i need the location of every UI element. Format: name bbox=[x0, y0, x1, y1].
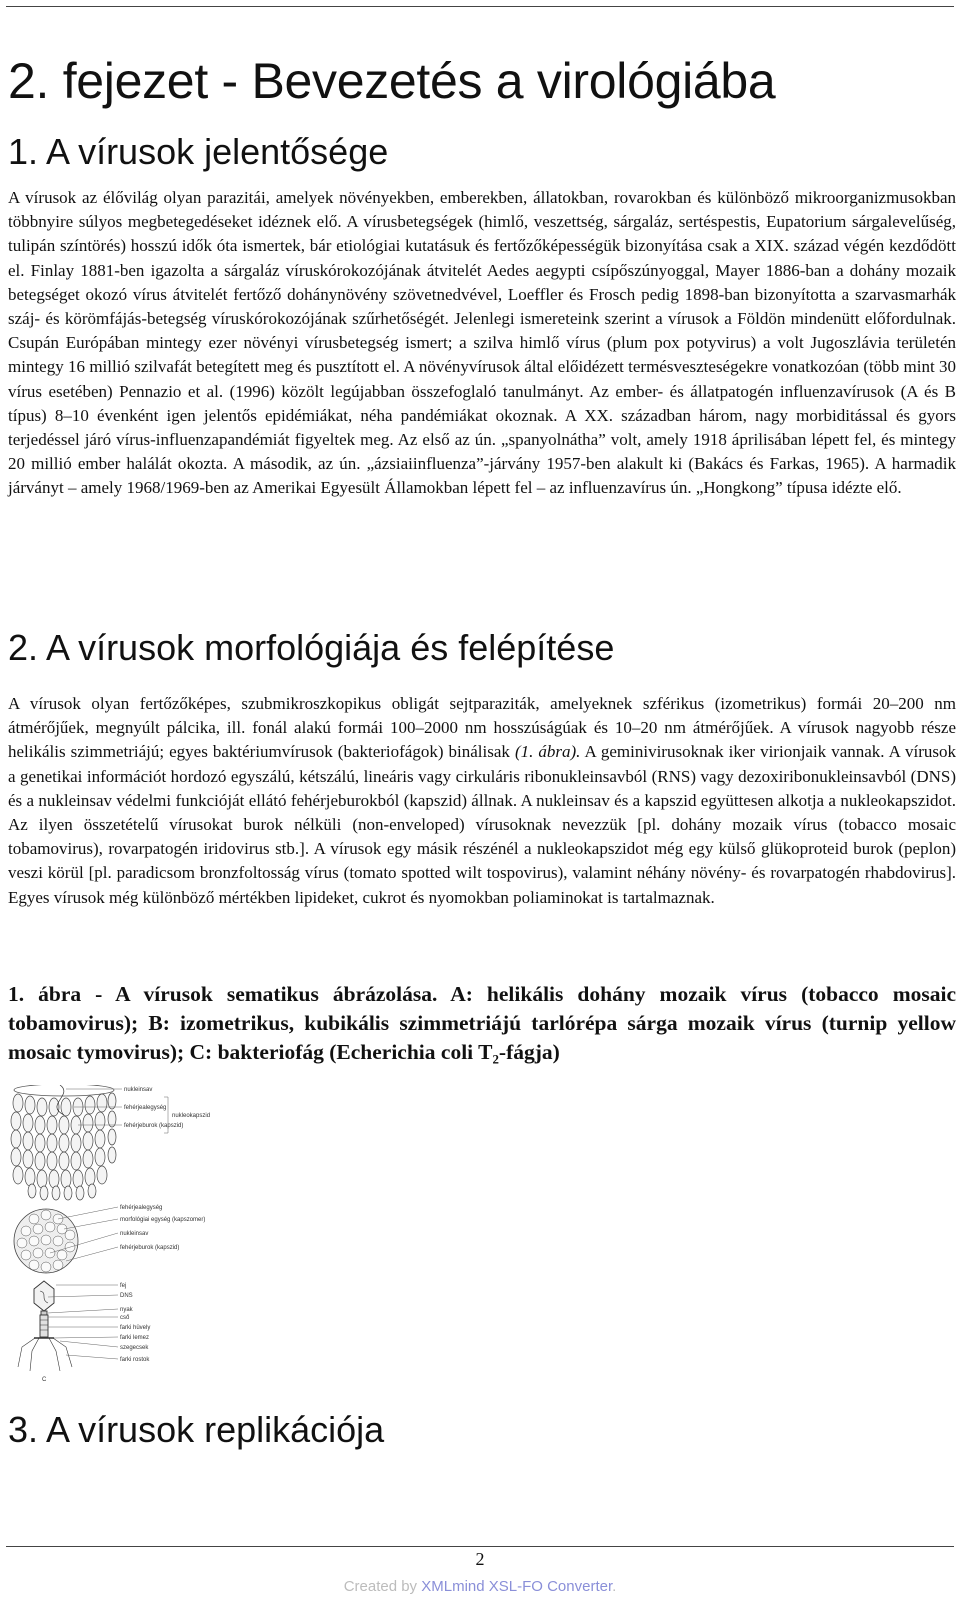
footer-suffix: . bbox=[612, 1578, 617, 1595]
figure-label: farki lemez bbox=[120, 1335, 150, 1341]
paragraph-text: A vírusok olyan fertőzőképes, szubmikroszkopikus obligát sejtparaziták, amelyeknek szférikus (izometrikus) formái 20–200 nm átmérőjűek, megnyúlt pálcika, ill. fonál alakú formái 100–2000 nm hosszúságúak és 10–20 nm átmérőjűek. A vírusok nagyobb része helikális szimmetriájú; egyes baktériumvírusok (bakteriofágok) binálisak bbox=[8, 694, 956, 762]
bacteriophage-drawing bbox=[18, 1281, 72, 1371]
figure-label: fehérjealegység bbox=[124, 1105, 167, 1111]
figure-label: fehérjeburok (kapszid) bbox=[120, 1245, 180, 1251]
header-rule bbox=[6, 6, 954, 7]
isometric-virus-drawing bbox=[14, 1207, 118, 1273]
footer-rule bbox=[6, 1546, 954, 1547]
virus-schematic-drawing bbox=[4, 1085, 244, 1385]
figure-label: farki rostok bbox=[120, 1357, 150, 1363]
footer-brand-link[interactable]: XMLmind XSL-FO Converter bbox=[421, 1578, 613, 1595]
figure-label: fej bbox=[120, 1283, 127, 1289]
virus-schematic-figure bbox=[4, 1085, 244, 1385]
footer-credit bbox=[0, 1578, 960, 1595]
figure-label: fehérjealegység bbox=[120, 1205, 163, 1211]
helical-virus-drawing bbox=[11, 1085, 168, 1200]
figure-label: DNS bbox=[120, 1293, 133, 1299]
section-3-heading: 3. A vírusok replikációja bbox=[8, 1409, 385, 1450]
section-2-paragraph bbox=[8, 692, 956, 910]
chapter-title: 2. fejezet - Bevezetés a virológiába bbox=[8, 53, 776, 109]
figure-caption: 1. ábra - A vírusok sematikus ábrázolása. A: helikális dohány mozaik vírus (tobacco mosaic tobamovirus); B: izometrikus, kubikális szimmetriájú tarlórépa sárga mozaik vírus (turnip yellow mosaic tymovirus); C: bakteriofág (Echerichia coli T₂-fágja) bbox=[8, 982, 956, 1064]
figure-label: nyak bbox=[120, 1307, 133, 1313]
section-2-heading: 2. A vírusok morfológiája és felépítése bbox=[8, 627, 615, 668]
figure-label: szegecsek bbox=[120, 1345, 149, 1351]
figure-label: nukleinsav bbox=[120, 1231, 149, 1237]
figure-reference-link[interactable]: (1. ábra). bbox=[514, 742, 581, 762]
footer-prefix: Created by bbox=[343, 1578, 422, 1595]
figure-label: fehérjeburok (kapszid) bbox=[124, 1123, 184, 1129]
page-number: 2 bbox=[475, 1549, 485, 1569]
section-1-paragraph: A vírusok az élővilág olyan parazitái, amelyek növényekben, emberekben, állatokban, rovarokban és különböző mikroorganizmusokban többnyire súlyos megbetegedéseket idéznek elő. A vírusbetegségek (himlő, veszettség, sárgaláz, sertéspestis, Eupatorium sárgalevelűség, tulipán színtörés) hosszú idők óta ismertek, bár etiológiai kutatásuk és fertőzőképességük bizonyítása csak a XIX. század végén kezdődött el. Finlay 1881-ben igazolta a sárgaláz víruskórokozójának átvitelét Aedes aegypti csípőszúnyoggal, Mayer 1886-ban a dohány mozaik betegséget okozó vírus átvitelét fertőző dohánynövény szövetnedvével, Loeffler és Frosch pedig 1898-ban bizonyította a szarvasmarhák száj- és körömfájás-betegség víruskórokozójának szűrhetőségét. Jelenlegi ismereteink szerint a vírusok a Földön mindenütt előfordulnak. Csupán Európában mintegy ezer növényi vírusbetegség ismert; a szilva himlő vírus (plum pox potyvirus) a volt Jugoszlávia területén mintegy 16 millió szilvafát betegített meg és pusztított el. A növényvírusok által előidézett termésveszteségekre vonatkozóan (több mint 30 vírus esetében) Pennazio et al. (1996) közölt legújabban összefoglaló tanulmányt. Az ember- és állatpatogén influenzavírusok (A és B típus) 8–10 évenként igen jelentős epidémiákat, néha pandémiákat okoznak. A XX. században három, nagy morbiditással és gyors terjedéssel járó vírus-influenzapandémiát figyeltek meg. Az első az ún. „spanyolnátha” volt, amely 1918 áprilisában lépett fel, és mintegy 20 millió ember halálát okozta. A második, az ún. „ázsiaiinfluenza”-járvány 1957-ben alakult ki (Bakács és Farkas, 1965). A harmadik járványt – amely 1968/1969-ben az Amerikai Egyesült Államokban lépett fel – az influenzavírus ún. „Hongkong” típusa idézte elő. bbox=[8, 188, 956, 498]
figure-label: nukleinsav bbox=[124, 1087, 153, 1093]
figure-label: morfológiai egység (kapszomer) bbox=[120, 1217, 206, 1223]
figure-label: cső bbox=[120, 1315, 130, 1321]
paragraph-text: A geminivirusoknak iker virionjaik vannak. A vírusok a genetikai információt hordozó egyszálú, kétszálú, lineáris vagy cirkuláris ribonukleinsavból (RNS) vagy dezoxiribonukleinsavból (DNS) és a nukleinsav védelmi funkcióját ellátó fehérjeburokból (kapszid) állnak. A nukleinsav és a kapszid együttesen alkotja a nukleokapszidot. Az ilyen összetételű vírusokat burok nélküli (non-enveloped) vírusoknak nevezzük [pl. dohány mozaik vírus (tobacco mosaic tobamovirus), rovarpatogén iridovirus stb.]. A vírusok egy másik részénél a nukleokapszidot még egy külső glükoproteid burok (peplon) veszi körül [pl. paradicsom bronzfoltosság vírus (tomato spotted wilt tospovirus), valamint néhány növény- és rovarpatogén rhabdovirus]. Egyes vírusok még különböző mértékben lipideket, cukrot és nyomokban poliaminokat is tartalmaznak. bbox=[8, 742, 956, 907]
figure-letter-c: C bbox=[42, 1377, 47, 1383]
figure-label: nukleokapszid bbox=[172, 1113, 211, 1119]
section-1-heading: 1. A vírusok jelentősége bbox=[8, 131, 389, 172]
figure-label: farki hüvely bbox=[120, 1325, 151, 1331]
